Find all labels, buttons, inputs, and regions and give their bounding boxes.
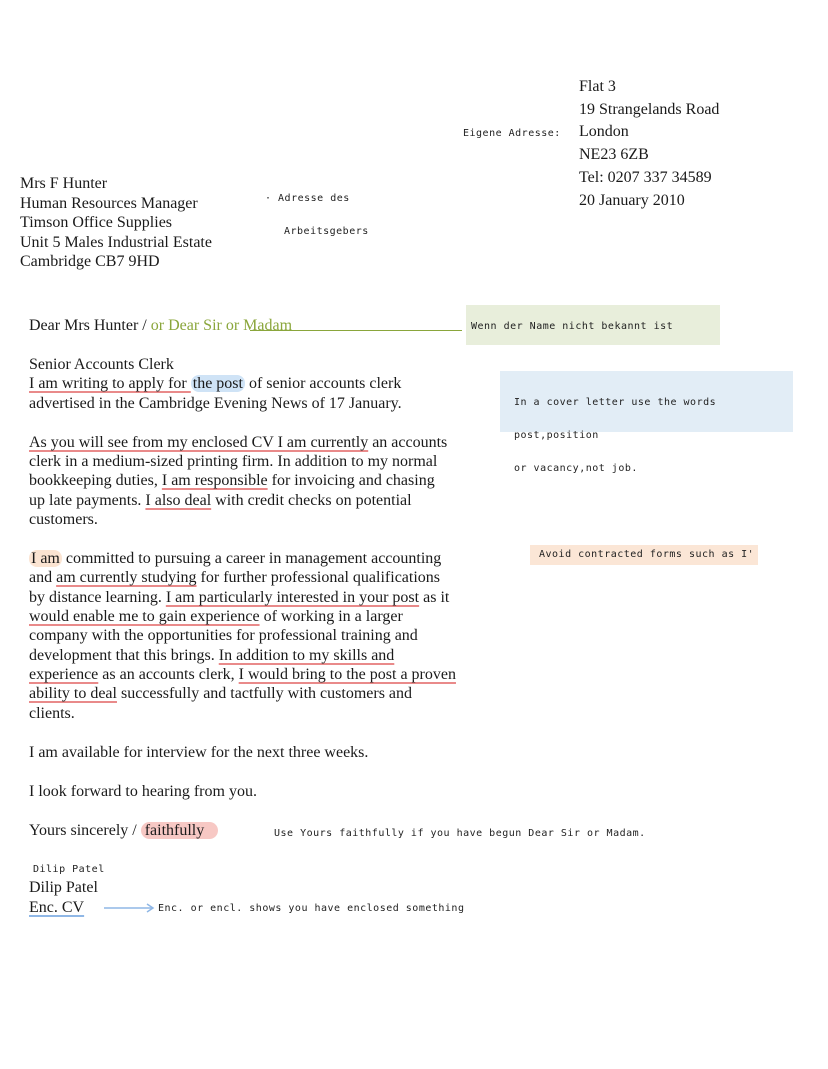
para3-text: as an accounts clerk, (98, 666, 239, 683)
para2-line (29, 491, 412, 510)
para3-text: for further professional qualifications (196, 569, 441, 586)
closing (29, 821, 218, 840)
subject-line: Senior Accounts Clerk (29, 356, 174, 373)
sender-address-line: 19 Strangelands Road (579, 100, 720, 118)
arrow-right-icon (103, 902, 155, 914)
para3-line: company with the opportunities for professional training and (29, 627, 418, 644)
para2-text: with credit checks on potential (211, 492, 412, 509)
para1-text: of senior accounts clerk (244, 375, 402, 392)
underlined-phrase: would enable me to gain experience (29, 608, 260, 625)
underlined-phrase: ability to deal (29, 685, 117, 702)
para1-line: advertised in the Cambridge Evening News of 17 January. (29, 395, 402, 412)
para3-text: committed to pursuing a career in management accounting (61, 550, 442, 567)
para2-text: an accounts (368, 434, 448, 451)
salutation-main: Dear Mrs Hunter / (29, 317, 147, 334)
para2-text: bookkeeping duties, (29, 472, 162, 489)
note-contracted-forms: Avoid contracted forms such as I' (530, 545, 758, 565)
para1-line (29, 374, 401, 393)
para2-line: customers. (29, 511, 98, 528)
para4: I am available for interview for the next three weeks. (29, 744, 369, 761)
underlined-phrase: I am writing to apply for (29, 375, 191, 392)
underlined-phrase: am currently studying (56, 569, 197, 586)
underlined-phrase: As you will see from my enclosed CV I am currently (29, 434, 369, 451)
sender-phone: Tel: 0207 337 34589 (579, 168, 712, 186)
para2-line: clerk in a medium-sized printing firm. In addition to my normal (29, 453, 438, 470)
para3-line (29, 549, 441, 568)
recipient-address-note-1: · Adresse des (265, 193, 350, 204)
para3-text: successfully and tactfully with customers and (116, 685, 413, 702)
recipient-address-line: Timson Office Supplies (20, 214, 173, 232)
recipient-address-note-2: Arbeitsgebers (284, 226, 369, 237)
salutation-note: Wenn der Name nicht bekannt ist (466, 305, 720, 345)
typed-name: Dilip Patel (29, 879, 98, 896)
recipient-address-line: Human Resources Manager (20, 194, 198, 212)
sender-address-note: Eigene Adresse: (463, 128, 561, 139)
sender-address-line: NE23 6ZB (579, 146, 649, 164)
para2-text: up late payments. (29, 492, 146, 509)
para3-line (29, 665, 456, 684)
underlined-phrase: I am responsible (161, 472, 268, 489)
para3-text: development that this brings. (29, 647, 219, 664)
para3-line (29, 568, 440, 587)
sender-address (579, 76, 719, 212)
underlined-phrase: I would bring to the post a proven (238, 666, 456, 683)
closing-main: Yours sincerely / (29, 822, 137, 839)
para3-text: by distance learning. (29, 589, 166, 606)
para3-line: clients. (29, 705, 75, 722)
sender-address-line: Flat 3 (579, 78, 616, 95)
para3-text: of working in a larger (259, 608, 403, 625)
underlined-phrase: In addition to my skills and (218, 647, 395, 664)
note-post-line-1: In a cover letter use the words post,position (514, 397, 717, 441)
recipient-address-line: Mrs F Hunter (20, 175, 108, 192)
closing-alt: faithfully (141, 822, 219, 839)
note-post-wording (500, 371, 793, 474)
highlight-the-post: the post (192, 375, 243, 392)
para3-text: as it (419, 589, 450, 606)
handwritten-signature: Dilip Patel (33, 864, 105, 875)
underlined-phrase: experience (29, 666, 99, 683)
sender-address-line: London (579, 123, 629, 141)
salutation (29, 316, 292, 335)
para3-line (29, 607, 403, 626)
recipient-address-line: Unit 5 Males Industrial Estate (20, 233, 212, 251)
enclosure-note: Enc. or encl. shows you have enclosed something (158, 903, 465, 914)
para5: I look forward to hearing from you. (29, 783, 257, 800)
underlined-phrase: I am particularly interested in your post (165, 589, 420, 606)
para2-line (29, 433, 447, 452)
recipient-address (20, 174, 212, 272)
para3-text: and (29, 569, 57, 586)
para3-line (29, 684, 412, 703)
highlight-i-am: I am (31, 550, 60, 567)
para3-line (29, 646, 394, 665)
enclosure-label: Enc. CV (29, 899, 85, 916)
para2-text: for invoicing and chasing (267, 472, 435, 489)
closing-note: Use Yours faithfully if you have begun Dear Sir or Madam. (274, 828, 646, 839)
salutation-connector-line (250, 330, 462, 331)
salutation-alt: or Dear Sir or Madam (150, 317, 293, 334)
para3-line (29, 588, 449, 607)
note-post-line-2: or vacancy,not job. (514, 463, 638, 474)
letter-date: 20 January 2010 (579, 191, 685, 209)
para2-line (29, 471, 435, 490)
underlined-phrase: I also deal (145, 492, 212, 509)
recipient-address-line: Cambridge CB7 9HD (20, 253, 160, 271)
